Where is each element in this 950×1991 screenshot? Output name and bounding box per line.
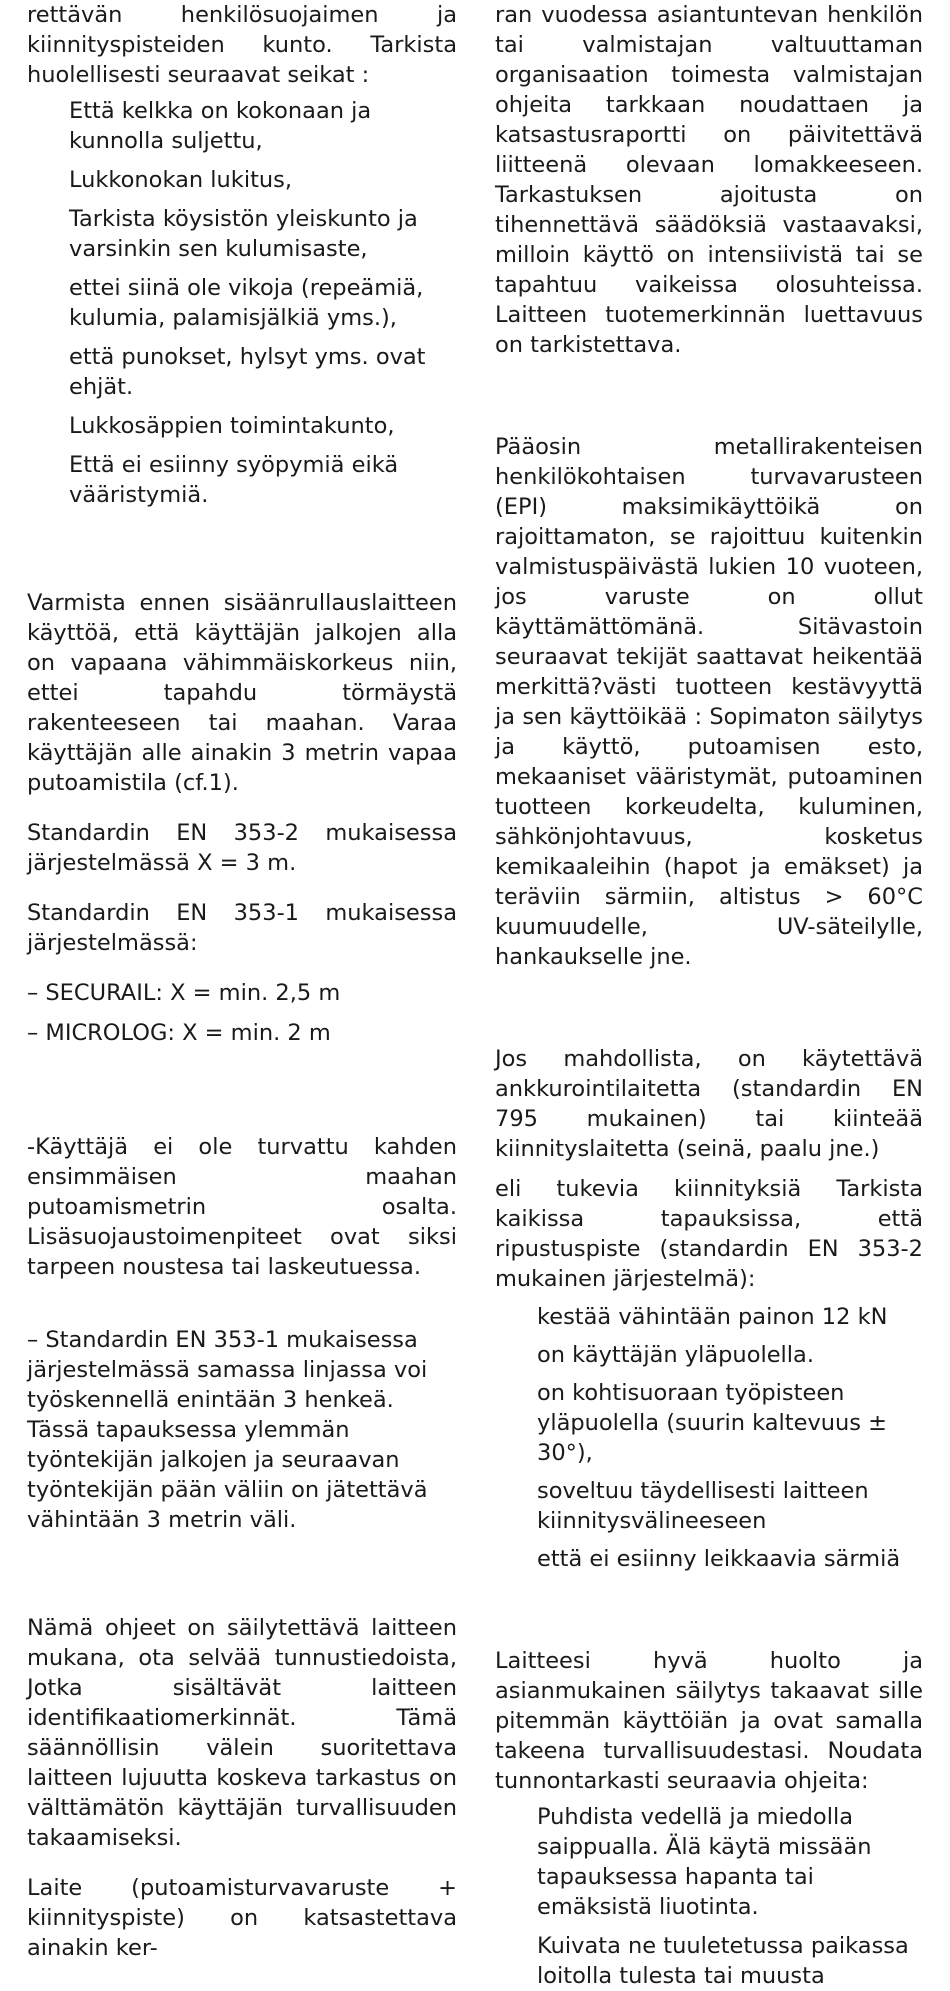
micrologs-line: – MICROLOG: X = min. 2 m (27, 1020, 331, 1046)
anchor-point-item: on käyttäjän yläpuolella. (537, 1342, 814, 1368)
right-column (495, 0, 923, 1991)
lifetime-paragraph: Pääosin metallirakenteisen henkilökohtaisen turvavarusteen (EPI) maksimikäyttöikä on rajoittamaton, se rajoittuu kuitenkin valmistuspäivästä lukien 10 vuoteen, jos varuste on ollut käyttämättömänä. Sitävastoin seuraavat tekijät saattavat heikentää merkittä?västi tuotteen kestävyyttä ja sen käyttöikää : Sopimaton säilytys ja käyttö, putoamisen esto, mekaaniset vääristymät, putoaminen tuotteen korkeudelta, kuluminen, sähkönjohtavuus, kosketus kemikaaleihin (hapot ja emäkset) ja teräviin särmiin, altistus > 60°C kuumuudelle, UV-säteilylle, hankaukselle jne. (495, 434, 923, 970)
inspection-intro: rettävän henkilösuojaimen ja kiinnityspisteiden kunto. Tarkista huolellisesti seuraavat seikat : (27, 2, 457, 88)
left-column (27, 0, 457, 1963)
anchor-check-paragraph: eli tukevia kiinnityksiä Tarkista kaikissa tapauksissa, että ripustuspiste (standardin EN 353-2 mukainen järjestelmä): (495, 1176, 923, 1292)
inspection-continued: ran vuodessa asiantuntevan henkilön tai valmistajan valtuuttaman organisaation toimesta valmistajan ohjeita tarkkaan noudattaen ja katsastusraportti on päivitettävä liitteenä olevaan lomakkeeseen. Tarkastuksen ajoitusta on tihennettävä säädöksiä vastaavaksi, milloin käyttö on intensiivistä tai se tapahtuu vaikeissa olosuhteissa. Laitteen tuotemerkinnän luettavuus on tarkistettava. (495, 2, 923, 358)
maintenance-paragraph: Laitteesi hyvä huolto ja asianmukainen säilytys takaavat sille pitemmän käyttöiän ja ovat samalla takeena turvallisuudestasi. Noudata tunnontarkasti seuraavia ohjeita: (495, 1648, 923, 1794)
check-item: Lukkonokan lukitus, (69, 167, 293, 193)
maintenance-item: Kuivata ne tuuletetussa paikassa loitolla tulesta tai muusta (537, 1933, 909, 1989)
anchor-point-item: on kohtisuoraan työpisteen yläpuolella (suurin kaltevuus ± 30°), (537, 1380, 888, 1466)
maintenance-item: Puhdista vedellä ja miedolla saippualla. Älä käytä missään tapauksessa hapanta tai emäksistä liuotinta. (537, 1804, 872, 1920)
check-item: Että ei esiinny syöpymiä eikä vääristymiä. (69, 452, 399, 508)
anchor-paragraph: Jos mahdollista, on käytettävä ankkurointilaitetta (standardin EN 795 mukainen) tai kiinteää kiinnityslaitetta (seinä, paalu jne.) (495, 1046, 923, 1162)
inspection-paragraph: Laite (putoamisturvavaruste + kiinnityspiste) on katsastettava ainakin ker- (27, 1875, 457, 1961)
check-item: ettei siinä ole vikoja (repeämiä, kulumia, palamisjälkiä yms.), (69, 275, 424, 331)
check-item: Lukkosäppien toimintakunto, (69, 413, 395, 439)
en3531-paragraph: Standardin EN 353-1 mukaisessa järjestelmässä: (27, 900, 457, 956)
anchor-point-item: kestää vähintään painon 12 kN (537, 1304, 888, 1330)
anchor-point-item: soveltuu täydellisesti laitteen kiinnitysvälineeseen (537, 1478, 869, 1534)
first-metres-paragraph: -Käyttäjä ei ole turvattu kahden ensimmäisen maahan putoamismetrin osalta. Lisäsuojaustoimenpiteet ovat siksi tarpeen noustesa tai laskeutuessa. (27, 1134, 457, 1280)
en3532-paragraph: Standardin EN 353-2 mukaisessa järjestelmässä X = 3 m. (27, 820, 457, 876)
keep-instructions-paragraph: Nämä ohjeet on säilytettävä laitteen mukana, ota selvää tunnustiedoista, Jotka sisältävät laitteen identifikaatiomerkinnät. Tämä säännöllisin välein suoritettava laitteen lujuutta koskeva tarkastus on välttämätön käyttäjän turvallisuuden takaamiseksi. (27, 1615, 457, 1851)
check-item: Että kelkka on kokonaan ja kunnolla suljettu, (69, 98, 372, 154)
three-workers-paragraph: – Standardin EN 353-1 mukaisessa järjestelmässä samassa linjassa voi työskennellä enintään 3 henkeä. Tässä tapauksessa ylemmän työntekijän jalkojen ja seuraavan työntekijän pään väliin on jätettävä vähintään 3 metrin väli. (27, 1327, 428, 1533)
clearance-paragraph: Varmista ennen sisäänrullauslaitteen käyttöä, että käyttäjän jalkojen alla on vapaana vähimmäiskorkeus niin, ettei tapahdu törmäystä rakenteeseen tai maahan. Varaa käyttäjän alle ainakin 3 metrin vapaa putoamistila (cf.1). (27, 590, 457, 796)
check-item: Tarkista köysistön yleiskunto ja varsinkin sen kulumisaste, (69, 206, 418, 262)
anchor-point-item: että ei esiinny leikkaavia särmiä (537, 1546, 901, 1572)
securail-line: – SECURAIL: X = min. 2,5 m (27, 980, 341, 1006)
check-item: että punokset, hylsyt yms. ovat ehjät. (69, 344, 426, 400)
